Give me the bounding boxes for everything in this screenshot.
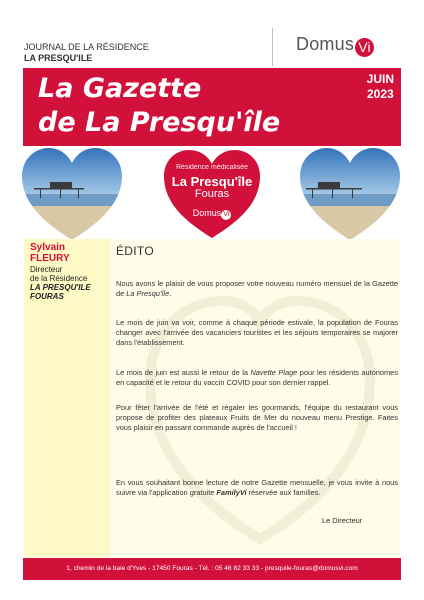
- p5-app-name: FamilyVi: [216, 488, 247, 497]
- edito-paragraph-2: Le mois de juin va voir, comme à chaque période estivale, la population de Fouras changer avec l'arrivée des vacanciers touristes et les séjours temporaires se majorer dans l'établissement.: [116, 318, 398, 347]
- author-role: Directeur: [30, 265, 63, 274]
- issue-date: [367, 72, 394, 102]
- author-last-name: FLEURY: [30, 253, 70, 264]
- center-logo: [162, 208, 262, 220]
- residence-label: LA PRESQU'ILE: [24, 53, 93, 63]
- center-logo-text: Domus: [192, 208, 222, 218]
- center-subtitle: Résidence médicalisée: [176, 164, 248, 171]
- edito-signature: Le Directeur: [322, 516, 363, 525]
- issue-month: JUIN: [366, 72, 394, 86]
- logo-mark: Vi: [355, 38, 374, 57]
- edito-title: ÉDITO: [116, 244, 154, 258]
- edito-paragraph-3: [116, 368, 398, 388]
- beach-photo-heart-left: [20, 146, 124, 242]
- p3-emphasis: Navette Plage: [250, 368, 298, 377]
- title-line-2: de La Presqu'île: [38, 107, 281, 138]
- p1-text: Nous avons le plaisir de vous proposer votre nouveau numéro mensuel de la Gazette de: [116, 279, 398, 298]
- gazette-title: [38, 72, 280, 140]
- edito-paragraph-1: [116, 279, 398, 299]
- author-residence-city: FOURAS: [30, 292, 64, 301]
- title-line-1: La Gazette: [38, 73, 202, 104]
- p3-end: pour les résidents autonomes en capacité et le retour du vaccin COVID pour son dernier rappel.: [116, 368, 398, 387]
- contact-footer: 1, chemin de la baie d'Yves - 17450 Fouras - Tél. : 05 46 82 33 33 - presquile-fouras@domusvi.com: [23, 558, 401, 580]
- author-affiliation: de la Résidence: [30, 274, 88, 283]
- p1-end: .: [169, 289, 172, 298]
- author-residence-name: LA PRESQU'ILE: [30, 283, 91, 292]
- domusvi-logo: [296, 34, 374, 57]
- beach-photo-heart-right: [298, 146, 402, 242]
- edito-paragraph-5: [116, 478, 398, 498]
- header-divider: [272, 28, 273, 66]
- edito-paragraph-4: Pour fêter l'arrivée de l'été et régaler les gourmands, l'équipe du restaurant vous propose de profiter des plateaux Fruits de Mer du nouveau menu Prestige. Faites vous plaisir en passant commande auprès de l'accueil !: [116, 403, 398, 432]
- logo-text: Domus: [296, 34, 355, 54]
- center-city: Fouras: [194, 188, 230, 200]
- center-logo-mark: Vi: [223, 211, 230, 218]
- p5-text: En vous souhaitant bonne lecture de notre Gazette mensuelle, je vous invite à nous suivre via l'application gratuite: [116, 478, 398, 497]
- author-first-name: Sylvain: [30, 242, 66, 253]
- journal-label: JOURNAL DE LA RÉSIDENCE: [24, 42, 149, 52]
- p1-emphasis: La Presqu'île: [126, 289, 170, 298]
- center-name: La Presqu'île: [171, 174, 253, 189]
- journal-header: [24, 42, 149, 64]
- p5-end: réservée aux familles.: [246, 488, 321, 497]
- p3-text: Le mois de juin est aussi le retour de la: [116, 368, 251, 377]
- issue-year: 2023: [366, 87, 394, 101]
